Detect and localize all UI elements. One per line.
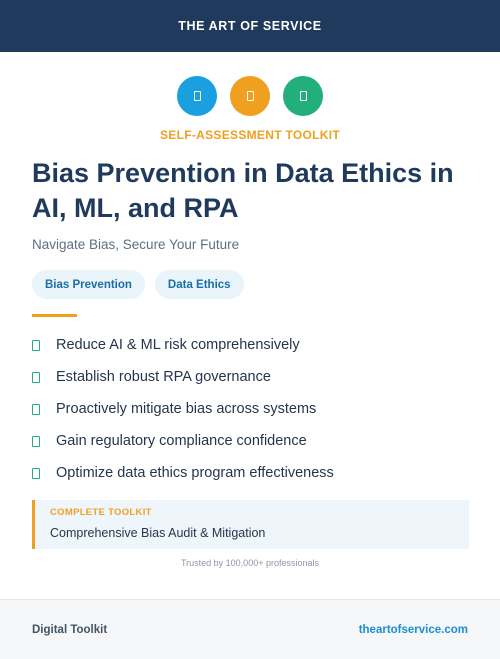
list-item [32,329,472,361]
footer-label: Digital Toolkit [32,623,108,636]
check-icon [32,436,40,447]
feature-text: Reduce AI & ML risk comprehensively [56,337,300,353]
list-item [32,457,472,489]
check-icon [32,340,40,351]
check-icon [32,372,40,383]
document-icon [177,76,217,116]
header-bar [0,0,500,52]
check-icon [32,404,40,415]
trust-note: Trusted by 100,000+ professionals [180,558,319,568]
feature-text: Proactively mitigate bias across systems [56,401,317,417]
subtitle: Navigate Bias, Secure Your Future [32,237,240,252]
brand-title: THE ART OF SERVICE [178,19,322,33]
tag-data-ethics[interactable]: Data Ethics [155,270,244,299]
page-title: Bias Prevention in Data Ethics in AI, ML, and RPA [32,158,454,223]
tag-bias-prevention[interactable]: Bias Prevention [32,270,145,299]
callout-label: COMPLETE TOOLKIT [50,507,152,518]
document-icon [283,76,323,116]
callout-text: Comprehensive Bias Audit & Mitigation [50,526,266,540]
document-icon [230,76,270,116]
feature-list [32,329,472,489]
check-icon [32,468,40,479]
footer-bar [0,599,500,659]
accent-divider [32,314,77,317]
feature-text: Establish robust RPA governance [56,369,271,385]
list-item [32,361,472,393]
feature-text: Gain regulatory compliance confidence [56,433,307,449]
tag-list [32,270,244,299]
toolkit-callout [32,500,469,549]
icon-row [0,76,500,116]
list-item [32,393,472,425]
website-link[interactable]: theartofservice.com [358,623,468,636]
list-item [32,425,472,457]
feature-text: Optimize data ethics program effectiveness [56,465,334,481]
eyebrow-label: SELF-ASSESSMENT TOOLKIT [159,128,341,142]
